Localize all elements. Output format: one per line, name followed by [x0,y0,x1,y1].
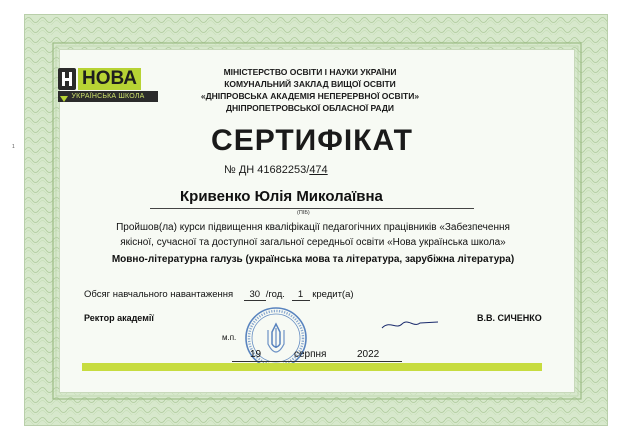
header-council: ДНІПРОПЕТРОВСЬКОЇ ОБЛАСНОЇ РАДИ [225,103,395,113]
certificate-title: СЕРТИФІКАТ [211,124,413,157]
certificate-number [224,164,328,176]
side-mark: 1 [12,144,15,150]
certificate-number-prefix: № ДН 41682253/ [224,164,310,176]
logo-subtitle: УКРАЇНСЬКА ШКОЛА [58,91,158,102]
issue-date-day: 19 [250,349,262,360]
workload-hours: 30 [244,289,266,301]
seal-label: м.п. [222,333,237,342]
name-underline [150,208,474,209]
workload-credits: 1 [292,289,310,301]
logo-word: НОВА [78,68,141,90]
header-ministry: МІНІСТЕРСТВО ОСВІТИ І НАУКИ УКРАЇНИ [223,67,397,77]
body-line-3: Мовно-літературна галузь (українська мова та література, зарубіжна література) [111,254,515,265]
body-line-1: Пройшов(ла) курси підвищення кваліфікації педагогічних працівників «Забезпечення [116,222,510,233]
recipient-name: Кривенко Юлія Миколаївна [180,188,383,205]
issue-date-year: 2022 [357,349,380,360]
issue-date-month: серпня [294,349,327,360]
workload-credits-unit: кредит(а) [312,289,354,300]
workload-label: Обсяг навчального навантаження [84,289,234,300]
workload-hours-unit: /год. [265,289,285,300]
header-institution-type: КОМУНАЛЬНИЙ ЗАКЛАД ВИЩОЇ ОСВІТИ [224,79,396,89]
header-academy: «ДНІПРОВСЬКА АКАДЕМІЯ НЕПЕРЕРВНОЇ ОСВІТИ» [200,91,420,101]
name-caption: (ПІБ) [297,210,310,216]
certificate-number-value: 474 [309,164,328,176]
accent-green-bar [82,363,542,371]
nova-ukrainska-shkola-logo [58,68,164,104]
workload-line [84,289,354,301]
date-underline [232,361,402,362]
rector-label: Ректор академії [84,313,154,323]
logo-triangle-icon [60,96,68,102]
signer-name: В.В. СИЧЕНКО [477,313,542,323]
body-line-2: якісної, сучасної та доступної загальної середньої освіти «Нова українська школа» [120,237,506,248]
handwritten-signature [380,318,440,332]
